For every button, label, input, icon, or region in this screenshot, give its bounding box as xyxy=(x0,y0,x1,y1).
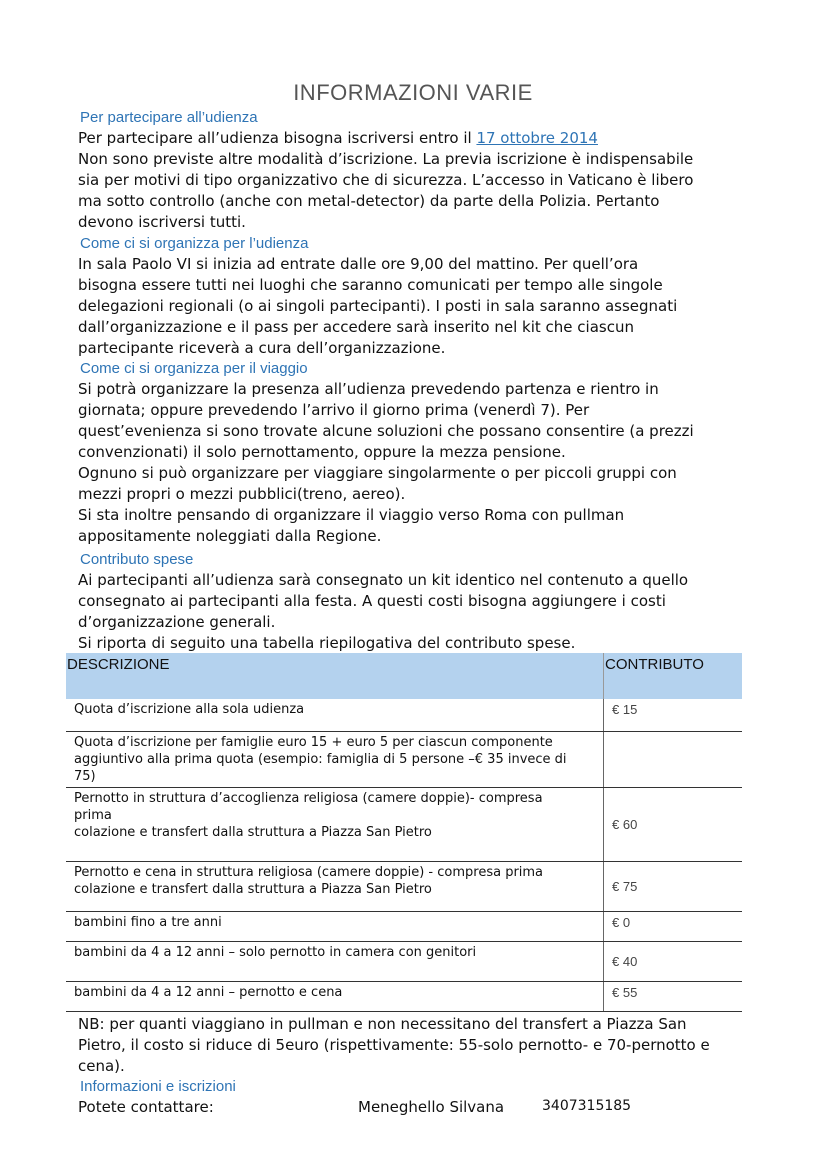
paragraph-line: NB: per quanti viaggiano in pullman e non necessitano del transfert a Piazza San xyxy=(78,1015,687,1033)
row-amount xyxy=(604,731,743,787)
table-row xyxy=(66,941,742,981)
paragraph-line: partecipante riceverà a cura dell’organizzazione. xyxy=(78,339,446,357)
paragraph-line: mezzi propri o mezzi pubblici(treno, aereo). xyxy=(78,485,406,503)
description-line: Quota d’iscrizione alla sola udienza xyxy=(74,702,305,717)
paragraph-line: Ognuno si può organizzare per viaggiare singolarmente o per piccoli gruppi con xyxy=(78,464,677,482)
contact-row xyxy=(78,1098,778,1119)
description-line: bambini da 4 a 12 anni – pernotto e cena xyxy=(74,984,343,1000)
description-line: bambini da 4 a 12 anni – solo pernotto in camera con genitori xyxy=(74,944,477,960)
description-line: aggiuntivo alla prima quota (esempio: famiglia di 5 persone –€ 35 invece di xyxy=(74,751,567,767)
contact-name: Meneghello Silvana xyxy=(358,1098,505,1116)
description-line: Quota d’iscrizione per famiglie euro 15 + euro 5 per ciascun componente xyxy=(74,734,553,750)
row-amount: € 40 xyxy=(604,941,743,981)
section-heading-organize-travel: Come ci si organizza per il viaggio xyxy=(80,360,308,377)
table-row xyxy=(66,861,742,911)
description-line: colazione e transfert dalla struttura a Piazza San Pietro xyxy=(74,881,432,897)
row-description xyxy=(66,731,604,787)
section-heading-contribution: Contributo spese xyxy=(80,551,194,568)
paragraph-line xyxy=(78,128,758,149)
table-row xyxy=(66,981,742,1011)
row-amount: € 75 xyxy=(604,861,743,911)
row-description xyxy=(66,911,604,941)
line-text: Per partecipare all’udienza bisogna iscriversi entro il xyxy=(78,129,477,147)
section-heading-organize-audience: Come ci si organizza per l’udienza xyxy=(80,235,309,252)
paragraph-line: Si potrà organizzare la presenza all’udienza prevedendo partenza e rientro in xyxy=(78,380,659,398)
travel-note xyxy=(78,1014,768,1077)
paragraph-line: devono iscriversi tutti. xyxy=(78,213,246,231)
paragraph-line: Si sta inoltre pensando di organizzare il viaggio verso Roma con pullman xyxy=(78,506,625,524)
column-header-description: DESCRIZIONE xyxy=(66,653,604,699)
row-amount: € 60 xyxy=(604,787,743,861)
table-row xyxy=(66,699,742,731)
paragraph-line: giornata; oppure prevedendo l’arrivo il giorno prima (venerdì 7). Per xyxy=(78,401,590,419)
paragraph-line: dall’organizzazione e il pass per accedere sarà inserito nel kit che ciascun xyxy=(78,318,634,336)
paragraph-line: Ai partecipanti all’udienza sarà consegnato un kit identico nel contenuto a quello xyxy=(78,571,689,589)
deadline-date-link[interactable]: 17 ottobre 2014 xyxy=(476,129,598,147)
contact-phone[interactable]: 3407315185 xyxy=(542,1098,632,1114)
row-amount: € 15 xyxy=(604,699,743,731)
description-line: bambini fino a tre anni xyxy=(74,914,222,930)
paragraph-line: Pietro, il costo si riduce di 5euro (rispettivamente: 55-solo pernotto- e 70-pernotto e xyxy=(78,1036,710,1054)
paragraph-line: Non sono previste altre modalità d’iscrizione. La previa iscrizione è indispensabile xyxy=(78,150,694,168)
paragraph-line: bisogna essere tutti nei luoghi che saranno comunicati per tempo alle singole xyxy=(78,276,663,294)
paragraph-line: cena). xyxy=(78,1057,125,1075)
description-line: Pernotto e cena in struttura religiosa (camere doppie) - compresa prima xyxy=(74,864,544,880)
section-body-contribution xyxy=(78,570,758,654)
section-body-organize-travel xyxy=(78,379,758,547)
table-row xyxy=(66,731,742,787)
column-header-contribution: CONTRIBUTO xyxy=(604,653,743,699)
paragraph-line: sia per motivi di tipo organizzativo che di sicurezza. L’accesso in Vaticano è libero xyxy=(78,171,694,189)
paragraph-line: d’organizzazione generali. xyxy=(78,613,276,631)
row-description xyxy=(66,941,604,981)
paragraph-line: In sala Paolo VI si inizia ad entrate dalle ore 9,00 del mattino. Per quell’ora xyxy=(78,255,639,273)
contact-label: Potete contattare: xyxy=(78,1098,214,1116)
row-amount: € 55 xyxy=(604,981,743,1011)
table-row xyxy=(66,787,742,861)
description-line: colazione e transfert dalla struttura a Piazza San Pietro xyxy=(74,824,432,840)
paragraph-line: quest’evenienza si sono trovate alcune soluzioni che possano consentire (a prezzi xyxy=(78,422,694,440)
paragraph-line: delegazioni regionali (o ai singoli partecipanti). I posti in sala saranno assegnati xyxy=(78,297,678,315)
page-title: INFORMAZIONI VARIE xyxy=(293,80,533,105)
section-heading-contact: Informazioni e iscrizioni xyxy=(80,1078,236,1095)
table-header-row xyxy=(66,653,742,699)
description-line: prima xyxy=(74,807,112,823)
row-description xyxy=(66,699,604,731)
description-line: Pernotto in struttura d’accoglienza religiosa (camere doppie)- compresa xyxy=(74,790,543,806)
row-amount: € 0 xyxy=(604,911,743,941)
paragraph-line: ma sotto controllo (anche con metal-detector) da parte della Polizia. Pertanto xyxy=(78,192,660,210)
paragraph-line: consegnato ai partecipanti alla festa. A questi costi bisogna aggiungere i costi xyxy=(78,592,666,610)
table-row xyxy=(66,911,742,941)
paragraph-line: appositamente noleggiati dalla Regione. xyxy=(78,527,382,545)
row-description xyxy=(66,981,604,1011)
paragraph-line: Si riporta di seguito una tabella riepilogativa del contributo spese. xyxy=(78,634,576,652)
row-description xyxy=(66,787,604,861)
description-line: 75) xyxy=(74,768,96,784)
paragraph-line: convenzionati) il solo pernottamento, oppure la mezza pensione. xyxy=(78,443,566,461)
contribution-table xyxy=(66,653,742,1012)
section-body-participate xyxy=(78,128,758,233)
section-heading-participate: Per partecipare all’udienza xyxy=(80,109,258,126)
row-description xyxy=(66,861,604,911)
section-body-organize-audience xyxy=(78,254,758,359)
